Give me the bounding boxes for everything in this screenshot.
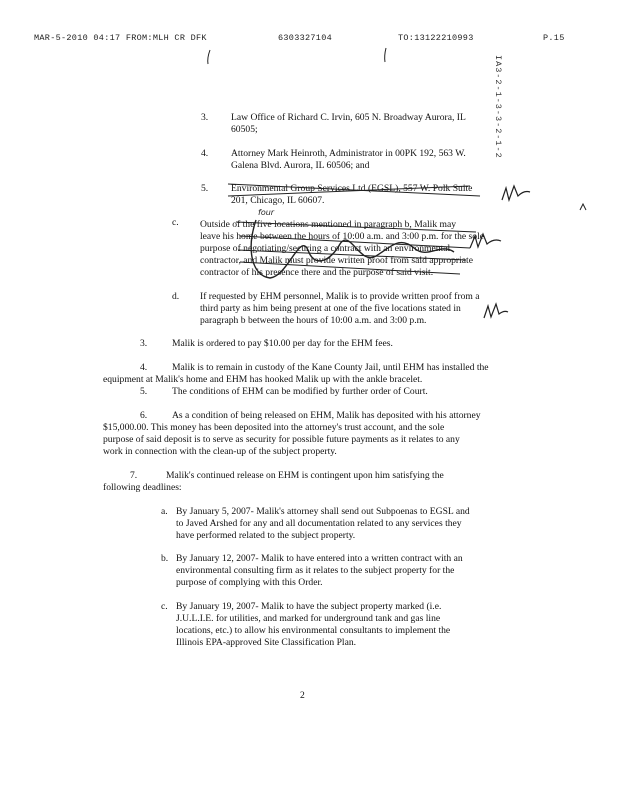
list-item-line: Environmental Group Services Ltd (EGSL), 557 W. Polk Suite (231, 183, 473, 194)
subparagraph-letter: c. (172, 217, 179, 228)
paragraph-line: following deadlines: (103, 482, 182, 493)
paragraph-text: Malik is ordered to pay $10.00 per day for the EHM fees. (172, 338, 393, 349)
paragraph-number: 3. (140, 338, 148, 349)
subparagraph-line: leave his home between the hours of 10:00 a.m. and 3:00 p.m. for the sole (200, 231, 485, 242)
list-item-number: 3. (201, 112, 209, 123)
list-item-number: 4. (201, 148, 209, 159)
deadline-letter: c. (161, 601, 168, 612)
fax-to-number: TO:13122210993 (398, 33, 474, 43)
fax-from-number: 6303327104 (278, 33, 333, 43)
paragraph-line: As a condition of being released on EHM, Malik has deposited with his attorney (172, 410, 481, 421)
deadline-line: to Javed Arshed for any and all documentation related to any services they (176, 518, 462, 529)
paragraph-text: The conditions of EHM can be modified by further order of Court. (172, 386, 428, 397)
deadline-line: By January 12, 2007- Malik to have entered into a written contract with an (176, 553, 463, 564)
deadline-line: J.U.L.I.E. for utilities, and marked for underground tank and gas line (176, 613, 441, 624)
deadline-line: locations, etc.) to allow his environmental consultants to implement the (176, 625, 451, 636)
subparagraph-line: contractor, and Malik must provide written proof from said appropriate (200, 255, 473, 266)
list-item-number: 5. (201, 183, 209, 194)
subparagraph-letter: d. (172, 291, 180, 302)
subparagraph-line: Outside of the five locations mentioned in paragraph b, Malik may (200, 219, 457, 230)
list-item-line: Attorney Mark Heinroth, Administrator in 00PK 192, 563 W. (231, 148, 466, 159)
page-number: 2 (300, 690, 305, 701)
list-item-line: Law Office of Richard C. Irvin, 605 N. Broadway Aurora, IL (231, 112, 466, 123)
deadline-line: environmental consulting firm as it relates to the subject property for the (176, 565, 455, 576)
deadline-line: Illinois EPA-approved Site Classification Plan. (176, 637, 357, 648)
subparagraph-line: purpose of negotiating/securing a contract with an environmental (200, 243, 451, 254)
subparagraph-line: If requested by EHM personnel, Malik is to provide written proof from a (200, 291, 480, 302)
fax-page: P.15 (543, 33, 565, 43)
paragraph-line: equipment at Malik's home and EHM has hooked Malik up with the ankle bracelet. (103, 374, 423, 385)
paragraph-number: 4. (140, 362, 148, 373)
list-item-line: 201, Chicago, IL 60607. (231, 195, 325, 206)
subparagraph-line: paragraph b between the hours of 10:00 a.m. and 3:00 p.m. (200, 315, 427, 326)
subparagraph-line: contractor of his presence there and the purpose of said visit. (200, 267, 434, 278)
subparagraph-line: third party as him being present at one of the five locations stated in (200, 303, 461, 314)
paragraph-line: $15,000.00. This money has been deposited into the attorney's trust account, and the sole (103, 422, 445, 433)
deadline-letter: b. (161, 553, 169, 564)
fax-datetime: MAR-5-2010 04:17 FROM:MLH CR DFK (34, 33, 207, 43)
deadline-line: By January 19, 2007- Malik to have the subject property marked (i.e. (176, 601, 442, 612)
paragraph-line: Malik is to remain in custody of the Kane County Jail, until EHM has installed the (172, 362, 489, 373)
list-item-line: 60505; (231, 124, 258, 135)
paragraph-number: 7. (130, 470, 138, 481)
paragraph-line: purpose of said deposit is to serve as security for possible future payments as it relates to any (103, 434, 460, 445)
handwritten-interline: four (258, 208, 275, 217)
paragraph-number: 6. (140, 410, 148, 421)
paragraph-line: work in connection with the clean-up of the subject property. (103, 446, 337, 457)
deadline-line: purpose of complying with this Order. (176, 577, 323, 588)
paragraph-number: 5. (140, 386, 148, 397)
deadline-line: have performed related to the subject property. (176, 530, 356, 541)
deadline-letter: a. (161, 506, 168, 517)
paragraph-line: Malik's continued release on EHM is contingent upon him satisfying the (166, 470, 444, 481)
list-item-line: Galena Blvd. Aurora, IL 60506; and (231, 160, 370, 171)
deadline-line: By January 5, 2007- Malik's attorney shall send out Subpoenas to EGSL and (176, 506, 470, 517)
margin-stamp: IA3-2-1-3-3-2-1-2 (493, 55, 503, 159)
